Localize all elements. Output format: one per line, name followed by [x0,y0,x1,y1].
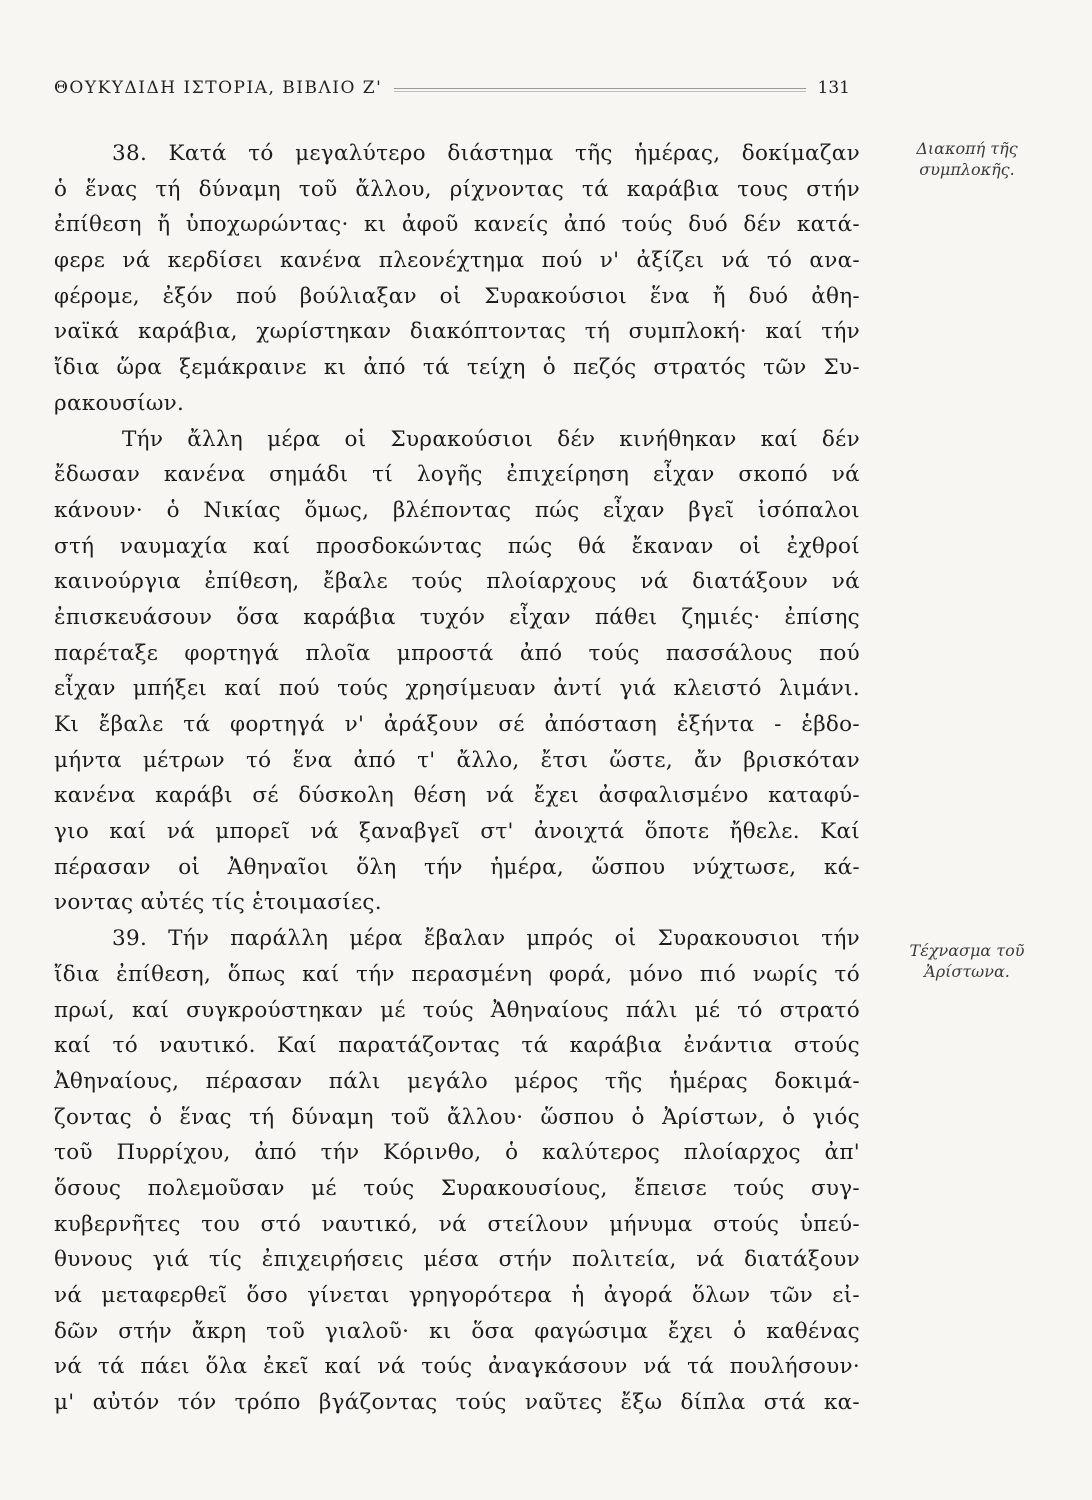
text-line: ἐπισκευάσουν ὅσα καράβια τυχόν εἶχαν πάθει ζημιές· ἐπίσης [54,604,860,630]
text-line: κάνουν· ὁ Νικίας ὅμως, βλέποντας πώς εἶχαν βγεῖ ἰσόπαλοι [54,497,860,523]
text-line: γιο καί νά μπορεῖ νά ξαναβγεῖ στ' ἀνοιχτά ὅποτε ἤθελε. Καί [54,819,860,845]
text-line: τοῦ Πυρρίχου, ἀπό τήν Κόρινθο, ὁ καλύτερος πλοίαρχος ἀπ' [54,1140,860,1166]
text-line: ἔδωσαν κανένα σημάδι τί λογῆς ἐπιχείρηση εἶχαν σκοπό νά [54,462,860,488]
text-line: ἐπίθεση ἤ ὑποχωρώντας· κι ἀφοῦ κανείς ἀπό τούς δυό δέν κατά- [54,212,860,238]
text-line: ναϊκά καράβια, χωρίστηκαν διακόπτοντας τή συμπλοκή· καί τήν [54,319,860,345]
text-line: καινούργια ἐπίθεση, ἔβαλε τούς πλοίαρχους νά διατάξουν νά [54,569,860,595]
text-line: ρακουσίων. [54,390,185,416]
text-line: νά τά πάει ὅλα ἐκεῖ καί νά τούς ἀναγκάσουν νά τά πουλήσουν· [54,1354,860,1380]
text-line: 39. Τήν παράλλη μέρα ἔβαλαν μπρός οἱ Συρακουσιοι τήν [112,926,860,952]
text-line: παρέταξε φορτηγά πλοῖα μπροστά ἀπό τούς πασσάλους πού [54,640,860,666]
header-rule [394,88,805,92]
margin-note-line: Ἀρίστωνα. [924,962,1010,981]
text-line: Τήν ἄλλη μέρα οἱ Συρακούσιοι δέν κινήθηκαν καί δέν [122,426,860,452]
page-number: 131 [817,78,850,98]
text-line: ἴδια ἐπίθεση, ὅπως καί τήν περασμένη φορά, μόνο πιό νωρίς τό [54,961,860,987]
text-line: 38. Κατά τό μεγαλύτερο διάστημα τῆς ἡμέρας, δοκίμαζαν [112,141,860,166]
margin-note-ariston-trick [872,940,1062,982]
text-line: ἴδια ὥρα ξεμάκραινε κι ἀπό τά τείχη ὁ πεζός στρατός τῶν Συ- [54,355,860,381]
body-text [54,136,860,1421]
text-line: μήντα μέτρων τό ἕνα ἀπό τ' ἄλλο, ἔτσι ὥστε, ἄν βρισκόταν [54,747,860,773]
text-line: καί τό ναυτικό. Καί παρατάζοντας τά καράβια ἐνάντια στούς [54,1033,860,1059]
text-line: ὅσους πολεμοῦσαν μέ τούς Συρακουσίους, ἔπεισε τούς συγ- [54,1175,860,1201]
text-line: Ἀθηναίους, πέρασαν πάλι μεγάλο μέρος τῆς ἡμέρας δοκιμά- [54,1068,860,1094]
text-line: κανένα καράβι σέ δύσκολη θέση νά ἔχει ἀσφαλισμένο καταφύ- [54,783,860,809]
text-line: δῶν στήν ἄκρη τοῦ γιαλοῦ· κι ὅσα φαγώσιμα ἔχει ὁ καθένας [54,1318,860,1344]
text-line: φερε νά κερδίσει κανένα πλεονέχτημα πού ν' ἀξίζει νά τό ανα- [54,248,860,274]
text-line: φέρομε, ἐξόν πού βούλιαξαν οἱ Συρακούσιοι ἕνα ἤ δυό ἀθη- [54,283,860,309]
text-line: πέρασαν οἱ Ἀθηναῖοι ὅλη τήν ἡμέρα, ὥσπου νύχτωσε, κά- [54,854,860,880]
running-head [54,74,850,102]
text-line: ὁ ἕνας τή δύναμη τοῦ ἄλλου, ρίχνοντας τά καράβια τους στήν [54,176,860,202]
text-line: Κι ἔβαλε τά φορτηγά ν' ἀράξουν σέ ἀπόσταση ἑξήντα - ἑβδο- [54,712,860,737]
text-line: νοντας αὐτές τίς ἑτοιμασίες. [54,890,382,916]
text-line: κυβερνῆτες του στό ναυτικό, νά στείλουν μήνυμα στούς ὑπεύ- [54,1211,860,1237]
text-line: ζοντας ὁ ἕνας τή δύναμη τοῦ ἄλλου· ὥσπου ὁ Ἀρίστων, ὁ γιός [54,1104,860,1130]
margin-note-line: συμπλοκῆς. [919,160,1015,179]
margin-note-line: Τέχνασμα τοῦ [909,941,1025,960]
margin-note-line: Διακοπή τῆς [916,139,1018,158]
text-line: μ' αὐτόν τόν τρόπο βγάζοντας τούς ναῦτες ἔξω δίπλα στά κα- [54,1390,860,1416]
text-line: νά μεταφερθεῖ ὅσο γίνεται γρηγορότερα ἡ ἀγορά ὅλων τῶν εἰ- [54,1283,860,1308]
text-line: πρωί, καί συγκρούστηκαν μέ τούς Ἀθηναίους πάλι μέ τό στρατό [54,997,860,1023]
margin-note-interruption [872,138,1062,180]
text-line: εἶχαν μπήξει καί πού τούς χρησίμευαν ἀντί γιά κλειστό λιμάνι. [54,676,860,702]
text-line: στή ναυμαχία καί προσδοκώντας πώς θά ἔκαναν οἱ ἐχθροί [54,533,860,559]
text-line: θυνους γιά τίς ἐπιχειρήσεις μέσα στήν πολιτεία, νά διατάξουν [54,1247,860,1273]
running-head-title: ΘΟΥΚΥΔΙΔΗ ΙΣΤΟΡΙΑ, ΒΙΒΛΙΟ Ζ' [54,78,383,98]
